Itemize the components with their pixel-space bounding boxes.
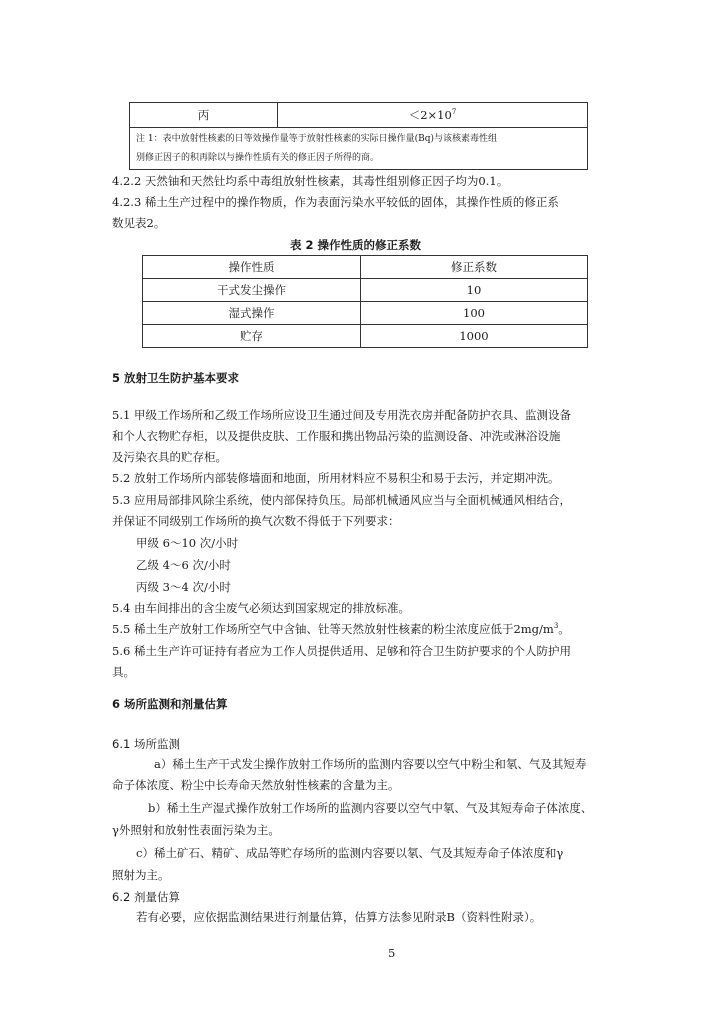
table1-value-cell [278, 103, 588, 128]
table1-tail [129, 102, 588, 170]
section6-2-heading: 6.2 剂量估算 [112, 890, 180, 904]
section5-heading: 5 放射卫生防护基本要求 [112, 371, 240, 385]
para-4-2-3-line2: 数见表2。 [112, 216, 166, 230]
para-5-5 [112, 622, 570, 636]
para-5-1-line2: 和个人衣物贮存柜，以及提供皮肤、工作服和携出物品污染的监测设备、冲洗或淋浴设施 [112, 429, 561, 443]
para-5-1-line3: 及污染衣具的贮存柜。 [112, 450, 227, 464]
para-5-6-line1: 5.6 稀土生产许可证持有者应为工作人员提供适用、足够和符合卫生防护要求的个人防护用 [112, 644, 571, 658]
para-5-5-end: 。 [558, 622, 570, 636]
para-5-2: 5.2 放射工作场所内部装修墙面和地面，所用材料应不易积尘和易于去污，并定期冲洗。 [112, 471, 560, 485]
ventilation-item: 乙级 4～6 次/小时 [136, 558, 231, 572]
table2-row-label: 干式发尘操作 [143, 279, 361, 302]
table1-note-line2: 别修正因子的积再除以与操作性质有关的修正因子所得的商。 [136, 152, 380, 163]
table2-row-value: 100 [361, 302, 588, 325]
item-a-line1: a）稀土生产干式发尘操作放射工作场所的监测内容要以空气中粉尘和氡、气及其短寿 [154, 757, 587, 771]
table2-row-label: 湿式操作 [143, 302, 361, 325]
table2-row-label: 贮存 [143, 325, 361, 348]
para-5-1-line1: 5.1 甲级工作场所和乙级工作场所应设卫生通过间及专用洗衣房并配备防护衣具、监测设备 [112, 408, 571, 422]
para-6-2: 若有必要，应依据监测结果进行剂量估算，估算方法参见附录B（资料性附录）。 [136, 910, 542, 924]
para-5-3-line2: 并保证不同级别工作场所的换气次数不得低于下列要求： [112, 514, 400, 528]
table2-header-col2: 修正系数 [361, 256, 588, 279]
table2-row-value: 10 [361, 279, 588, 302]
para-5-3-line1: 5.3 应用局部排风除尘系统，使内部保持负压。局部机械通风应当与全面机械通风相结合， [112, 493, 571, 507]
table1-value-base: ＜2×10 [408, 108, 452, 122]
item-c-line1: c）稀土矿石、精矿、成品等贮存场所的监测内容要以氡、气及其短寿命子体浓度和γ [136, 846, 564, 860]
para-5-6-line2: 具。 [112, 665, 135, 679]
para-4-2-3-line1: 4.2.3 稀土生产过程中的操作物质，作为表面污染水平较低的固体，其操作性质的修正系 [112, 195, 559, 209]
para-4-2-2: 4.2.2 天然铀和天然钍均系中毒组放射性核素，其毒性组别修正因子均为0.1。 [112, 174, 509, 188]
item-b-line2: γ外照射和放射性表面污染为主。 [112, 823, 280, 837]
ventilation-item: 丙级 3～4 次/小时 [136, 580, 231, 594]
table1-note [130, 128, 588, 170]
table2 [142, 255, 588, 348]
table1-group-cell: 丙 [130, 103, 278, 128]
table2-row-value: 1000 [361, 325, 588, 348]
table1-value-exp: 7 [451, 108, 457, 117]
table2-header-col1: 操作性质 [143, 256, 361, 279]
section6-heading: 6 场所监测和剂量估算 [112, 697, 228, 711]
item-a-line2: 命子体浓度、粉尘中长寿命天然放射性核素的含量为主。 [112, 778, 400, 792]
section6-1-heading: 6.1 场所监测 [112, 737, 180, 751]
item-c-line2: 照射为主。 [112, 868, 170, 882]
para-5-4: 5.4 由车间排出的含尘废气必须达到国家规定的排放标准。 [112, 601, 410, 615]
item-b-line1: b）稀土生产湿式操作放射工作场所的监测内容要以空气中氡、气及其短寿命子体浓度、 [148, 801, 593, 815]
para-5-5-text: 5.5 稀土生产放射工作场所空气中含铀、钍等天然放射性核素的粉尘浓度应低于2mg/m [112, 622, 554, 636]
para-5-5-sup: 3 [553, 622, 559, 631]
ventilation-item: 甲级 6～10 次/小时 [136, 536, 239, 550]
table2-caption: 表 2 操作性质的修正系数 [290, 238, 422, 252]
table1-note-line1: 注 1：表中放射性核素的日等效操作量等于放射性核素的实际日操作量(Bq)与该核素毒性组 [136, 133, 497, 144]
page-number: 5 [388, 946, 396, 960]
